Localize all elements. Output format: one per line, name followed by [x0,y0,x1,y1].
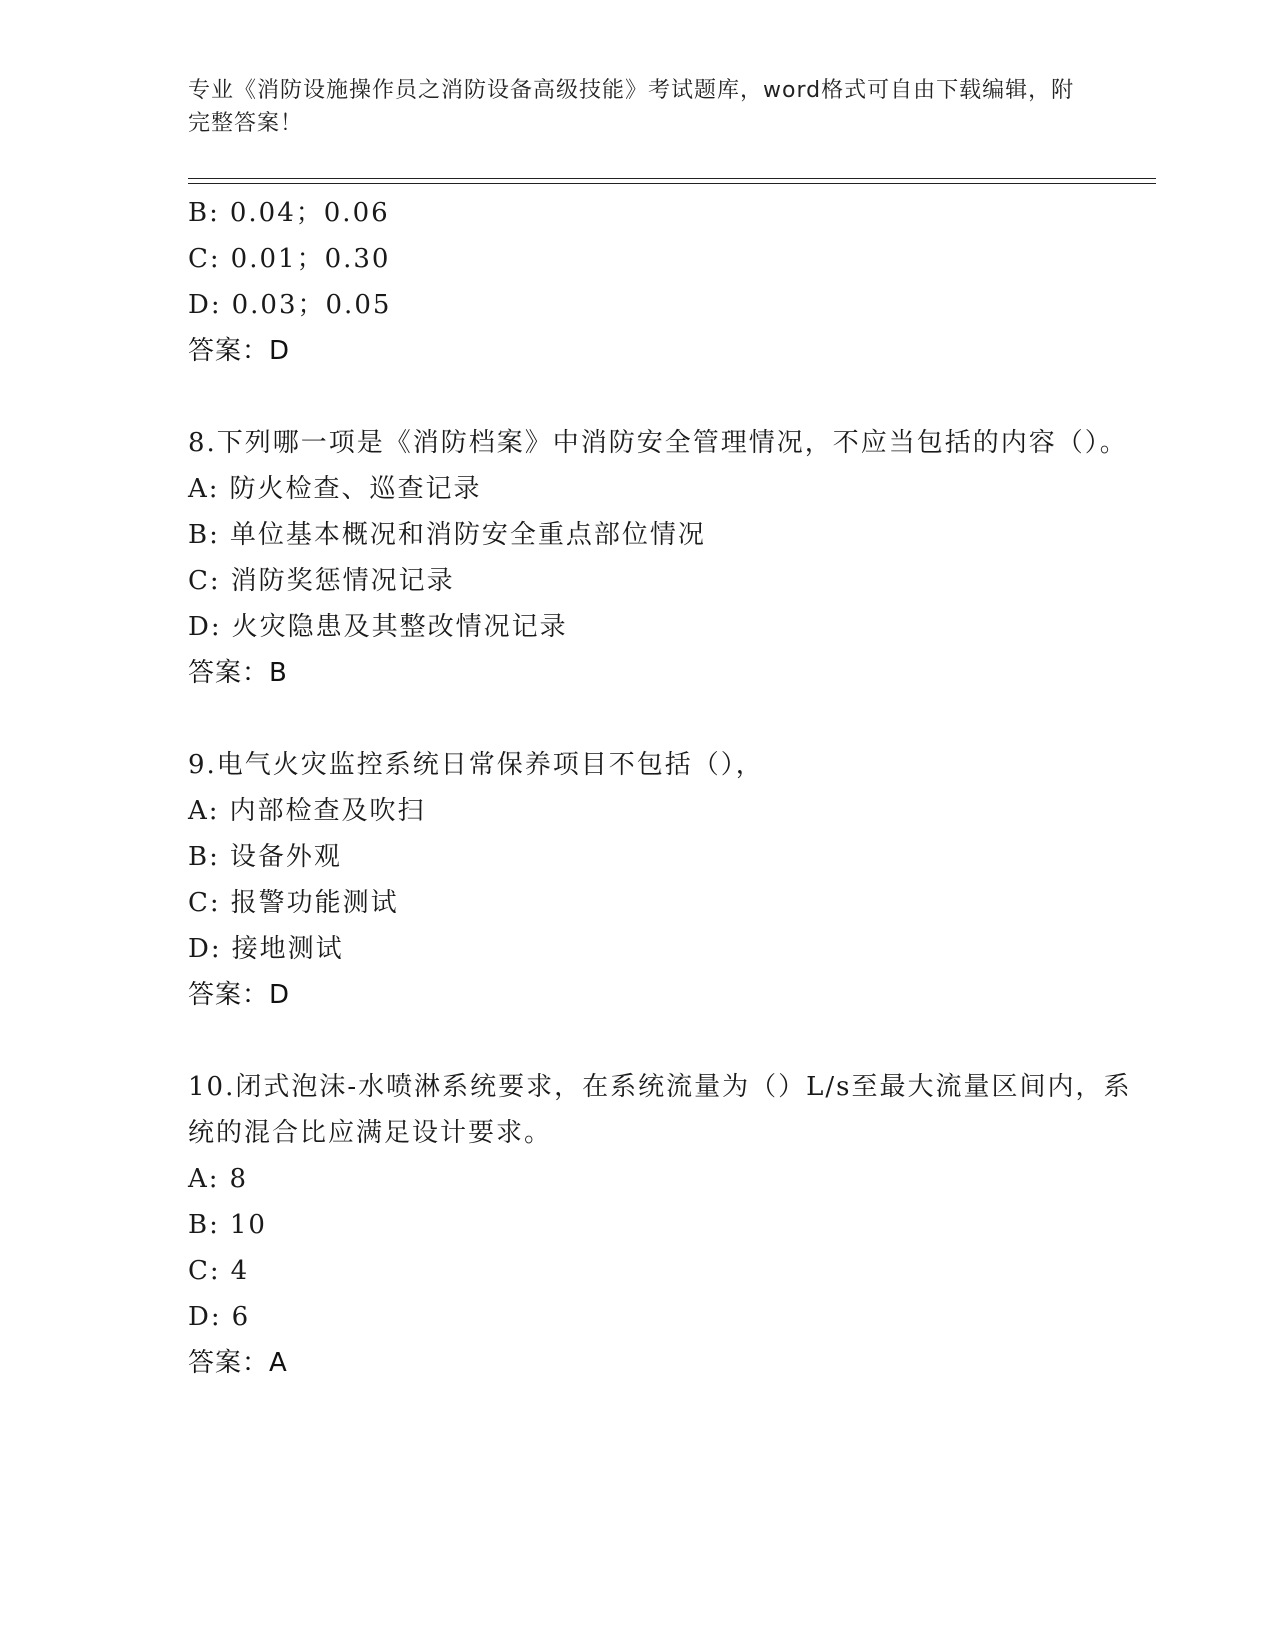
document-body [188,190,1156,1386]
option-text: 8 [229,1164,249,1194]
page-header: 专业《消防设施操作员之消防设备高级技能》考试题库，word格式可自由下载编辑，附完整答案！ [188,78,1075,136]
option-text: 0.03；0.05 [231,290,392,320]
answer-line: 答案：B [188,658,288,688]
option-text: 防火检查、巡查记录 [229,474,482,504]
option-letter: C [188,566,210,596]
option-letter: A [188,1164,209,1194]
option-letter: B [188,198,210,228]
option-text: 火灾隐患及其整改情况记录 [231,612,568,642]
option-text: 消防奖惩情况记录 [230,566,455,596]
option-b: B: 10 [188,1210,267,1240]
option-letter: D [188,934,211,964]
option-c: C: 4 [188,1256,250,1286]
answer-line: 答案：D [188,980,291,1010]
option-letter: D [188,1302,211,1332]
option-d: D: 6 [188,1302,251,1332]
option-a: A: 8 [188,1164,249,1194]
option-text: 设备外观 [229,842,342,872]
option-d: D: 火灾隐患及其整改情况记录 [188,612,568,642]
option-c: C: 消防奖惩情况记录 [188,566,455,596]
header-divider-top [188,178,1156,179]
question-block [188,1064,1156,1386]
header-divider-bottom [188,183,1156,184]
option-text: 0.04；0.06 [229,198,390,228]
question-text: 8.下列哪一项是《消防档案》中消防安全管理情况，不应当包括的内容（）。 [188,428,1128,458]
option-c: C: 报警功能测试 [188,888,399,918]
prev-question-options [188,190,1156,374]
option-d: D: 0.03；0.05 [188,290,392,320]
option-letter: C [188,1256,210,1286]
option-text: 报警功能测试 [230,888,399,918]
option-letter: D [188,290,211,320]
option-a: A: 内部检查及吹扫 [188,796,426,826]
question-block [188,420,1156,696]
answer-line: 答案：A [188,1348,288,1378]
option-b: B: 设备外观 [188,842,342,872]
option-text: 单位基本概况和消防安全重点部位情况 [229,520,706,550]
option-a: A: 防火检查、巡查记录 [188,474,482,504]
option-letter: B [188,520,210,550]
option-text: 10 [229,1210,267,1240]
option-b: B: 0.04；0.06 [188,198,390,228]
option-letter: C [188,888,210,918]
option-text: 4 [230,1256,250,1286]
question-text: 9.电气火灾监控系统日常保养项目不包括（）， [188,750,764,780]
option-text: 内部检查及吹扫 [229,796,426,826]
option-text: 6 [231,1302,251,1332]
option-text: 0.01；0.30 [230,244,391,274]
question-block [188,742,1156,1018]
answer-line: 答案：D [188,336,291,366]
option-c: C: 0.01；0.30 [188,244,391,274]
option-letter: A [188,474,209,504]
option-letter: C [188,244,210,274]
option-letter: B [188,1210,210,1240]
option-d: D: 接地测试 [188,934,344,964]
question-text: 10.闭式泡沫-水喷淋系统要求，在系统流量为（）L/s至最大流量区间内，系统的混合比应满足设计要求。 [188,1072,1132,1148]
option-b: B: 单位基本概况和消防安全重点部位情况 [188,520,706,550]
option-text: 接地测试 [231,934,344,964]
option-letter: D [188,612,211,642]
option-letter: B [188,842,210,872]
option-letter: A [188,796,209,826]
